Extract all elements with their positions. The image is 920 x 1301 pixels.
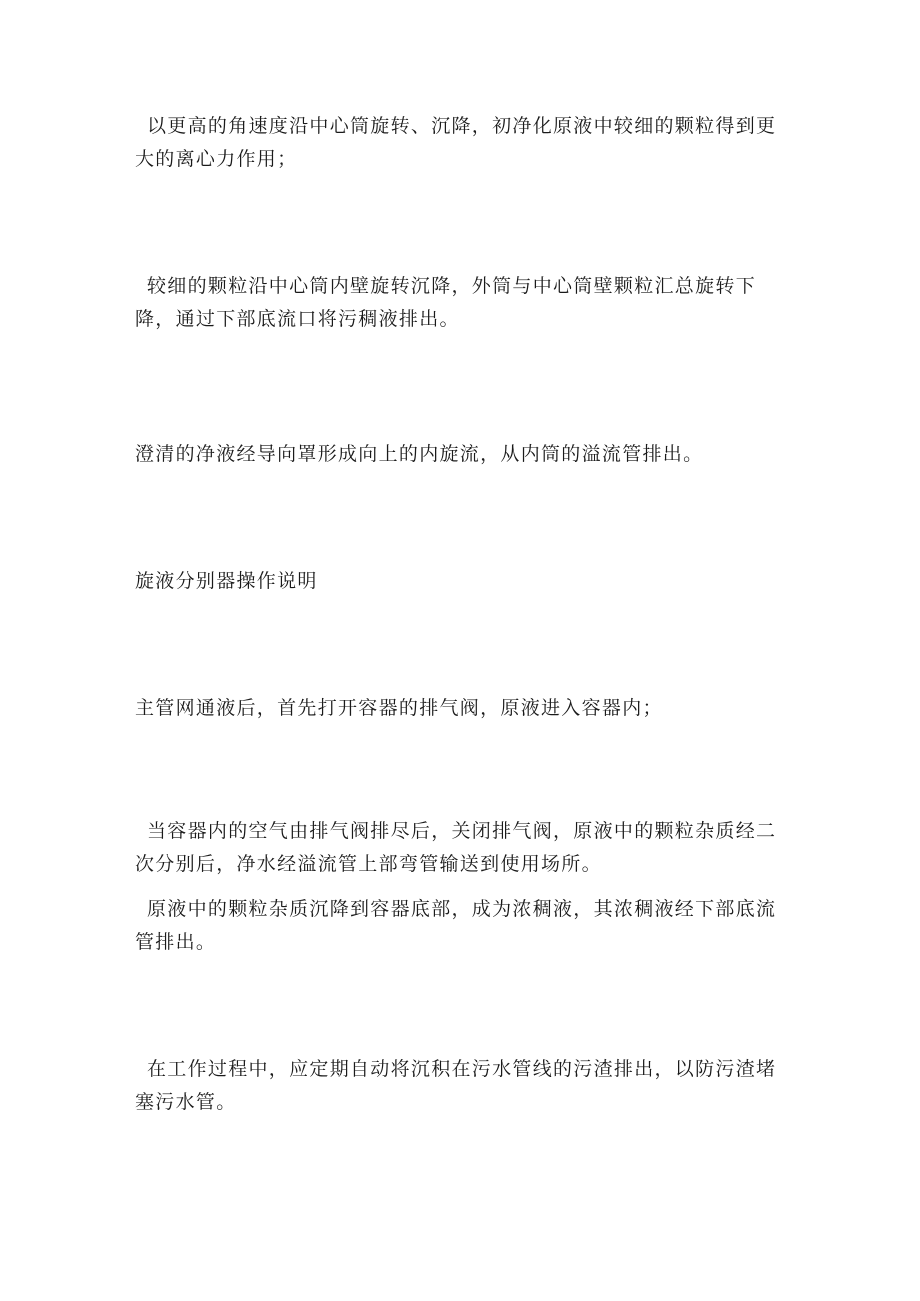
paragraph-clear-liquid-overflow: 澄清的净液经导向罩形成向上的内旋流，从内筒的溢流管排出。 — [135, 443, 704, 465]
paragraph-periodic-sludge-removal: 在工作过程中，应定期自动将沉积在污水管线的污渣排出，以防污渣堵塞污水管。 — [135, 1058, 777, 1113]
paragraph-centrifugal-rotation: 以更高的角速度沿中心筒旋转、沉降，初净化原液中较细的颗粒得到更大的离心力作用； — [135, 115, 777, 170]
paragraph-close-vent-valve: 当容器内的空气由排气阀排尽后，关闭排气阀，原液中的颗粒杂质经二次分别后，净水经溢流管上部弯管输送到使用场所。 — [135, 820, 777, 875]
section-heading-operation-instructions: 旋液分别器操作说明 — [135, 570, 318, 592]
paragraph-open-vent-valve: 主管网通液后，首先打开容器的排气阀，原液进入容器内； — [135, 697, 663, 719]
paragraph-sediment-discharge: 原液中的颗粒杂质沉降到容器底部，成为浓稠液，其浓稠液经下部底流管排出。 — [135, 898, 777, 953]
paragraph-fine-particles-settle: 较细的颗粒沿中心筒内壁旋转沉降，外筒与中心筒壁颗粒汇总旋转下降，通过下部底流口将污稠液排出。 — [135, 275, 757, 330]
